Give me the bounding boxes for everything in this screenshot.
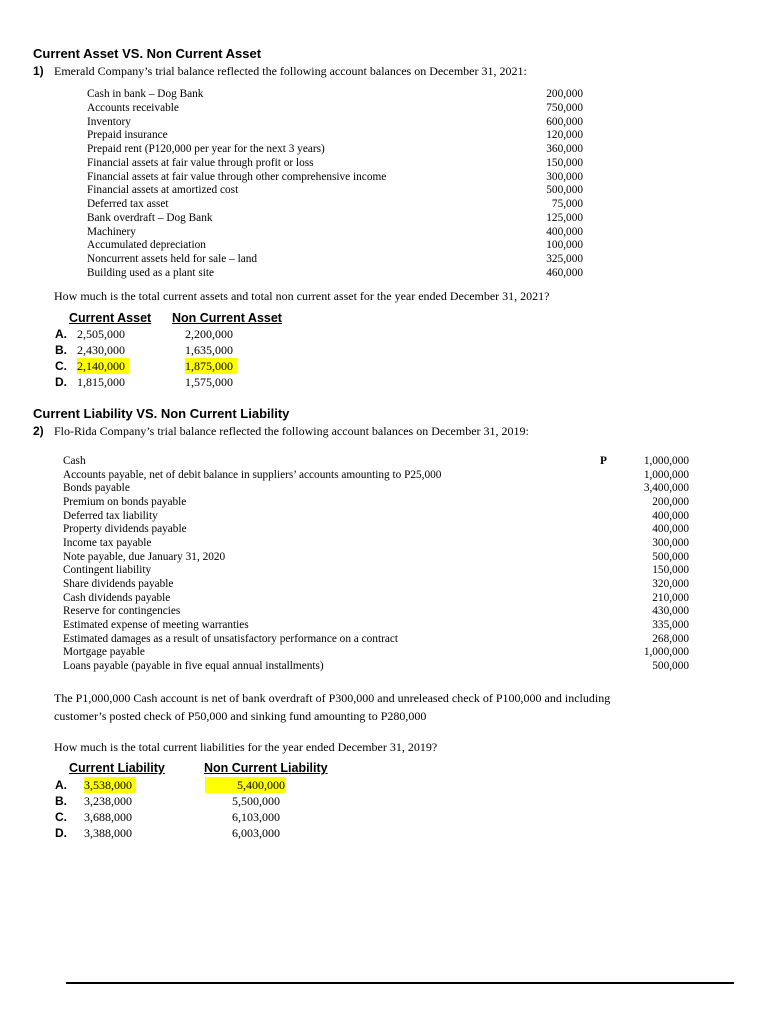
account-row <box>87 88 583 102</box>
section1-account-list <box>87 88 583 281</box>
question1-choices <box>55 326 237 390</box>
account-name: Bonds payable <box>63 482 130 495</box>
account-row <box>87 157 583 171</box>
account-row <box>63 619 689 633</box>
account-row <box>63 605 689 619</box>
account-row <box>87 239 583 253</box>
account-amount: 210,000 <box>652 591 689 604</box>
account-name: Deferred tax asset <box>87 198 169 210</box>
account-row <box>87 116 583 130</box>
account-amount: 1,000,000 <box>643 646 689 659</box>
section2-account-list <box>63 455 689 674</box>
account-name: Mortgage payable <box>63 646 145 659</box>
section2-heading: Current Liability VS. Non Current Liability <box>33 406 290 421</box>
choice-a[interactable] <box>55 326 237 342</box>
account-name: Share dividends payable <box>63 577 174 590</box>
question2-note-line1: The P1,000,000 Cash account is net of bank overdraft of P300,000 and unreleased check of P100,000 and including <box>54 691 611 705</box>
account-amount: 3,400,000 <box>643 482 689 495</box>
question2-note-line2: customer’s posted check of P50,000 and sinking fund amounting to P280,000 <box>54 709 427 723</box>
account-row <box>63 592 689 606</box>
account-amount: 100,000 <box>546 239 583 252</box>
account-name: Prepaid insurance <box>87 129 168 142</box>
choice-d[interactable] <box>55 825 286 841</box>
account-amount: 500,000 <box>652 659 689 672</box>
account-name: Cash dividends payable <box>63 591 171 604</box>
account-name: Building used as a plant site <box>87 266 215 279</box>
account-name: Bank overdraft – Dog Bank <box>87 211 213 224</box>
account-row <box>87 226 583 240</box>
account-amount: 1,000,000 <box>643 468 689 481</box>
account-name: Accumulated depreciation <box>87 239 206 252</box>
account-amount: 500,000 <box>652 550 689 563</box>
account-name: Financial assets at amortized cost <box>87 184 239 197</box>
choice-d[interactable] <box>55 374 237 390</box>
question1-number: 1) <box>33 64 44 78</box>
account-row <box>63 469 689 483</box>
choice-current-value: 1,815,000 <box>77 375 125 389</box>
account-amount: 400,000 <box>652 509 689 522</box>
account-amount: 268,000 <box>652 632 689 645</box>
account-amount: 750,000 <box>546 101 583 114</box>
highlighted-current-value: 2,140,000 <box>77 358 129 374</box>
account-amount: 200,000 <box>546 88 583 100</box>
account-amount: 335,000 <box>652 618 689 631</box>
account-row <box>87 171 583 185</box>
account-amount: 430,000 <box>652 605 689 618</box>
account-row <box>63 482 689 496</box>
account-row <box>63 523 689 537</box>
column-header-noncurrent-asset: Non Current Asset <box>172 311 282 325</box>
account-amount: 300,000 <box>652 536 689 549</box>
choice-noncurrent-value: 1,575,000 <box>185 375 233 389</box>
account-row <box>87 212 583 226</box>
account-row <box>63 633 689 647</box>
account-row <box>63 646 689 660</box>
account-name: Loans payable (payable in five equal annual installments) <box>63 659 324 672</box>
choice-b[interactable] <box>55 342 237 358</box>
account-amount: 460,000 <box>546 266 583 279</box>
choice-noncurrent-value: 5,500,000 <box>232 794 280 808</box>
account-name: Accounts payable, net of debit balance in suppliers’ accounts amounting to P25,000 <box>63 468 442 481</box>
account-amount: 200,000 <box>652 495 689 508</box>
choice-letter: D. <box>55 826 67 840</box>
account-name: Prepaid rent (P120,000 per year for the next 3 years) <box>87 143 325 155</box>
account-name: Reserve for contingencies <box>63 605 181 618</box>
choice-current-value: 2,430,000 <box>77 343 125 357</box>
account-amount: 500,000 <box>546 184 583 197</box>
account-row <box>63 510 689 524</box>
account-amount: 75,000 <box>551 198 583 210</box>
account-row <box>63 564 689 578</box>
account-name: Cash in bank – Dog Bank <box>87 88 204 100</box>
account-row <box>63 537 689 551</box>
column-header-current-liability: Current Liability <box>69 761 165 775</box>
account-row <box>87 143 583 157</box>
bottom-divider <box>66 982 734 984</box>
choice-noncurrent-value: 6,003,000 <box>232 826 280 840</box>
account-amount: 150,000 <box>652 564 689 577</box>
account-amount: 320,000 <box>652 577 689 590</box>
account-amount: 400,000 <box>652 523 689 536</box>
account-name: Financial assets at fair value through other comprehensive income <box>87 170 387 183</box>
choice-noncurrent-value: 1,635,000 <box>185 343 233 357</box>
account-row <box>87 198 583 212</box>
question1-prompt: How much is the total current assets and total non current asset for the year ended December 31, 2021? <box>54 289 550 303</box>
account-name: Noncurrent assets held for sale – land <box>87 253 258 265</box>
account-row <box>87 267 583 281</box>
account-name: Estimated expense of meeting warranties <box>63 618 249 631</box>
account-amount: 150,000 <box>546 156 583 169</box>
question2-choices <box>55 777 286 841</box>
column-header-noncurrent-liability: Non Current Liability <box>204 761 328 775</box>
account-row <box>87 253 583 267</box>
choice-letter: A. <box>55 327 67 341</box>
column-header-current-asset: Current Asset <box>69 311 152 325</box>
account-row <box>87 184 583 198</box>
account-row <box>63 660 689 674</box>
account-name: Income tax payable <box>63 536 152 549</box>
highlighted-noncurrent-value: 5,400,000 <box>205 777 286 793</box>
choice-c[interactable] <box>55 809 286 825</box>
question2-intro: Flo-Rida Company’s trial balance reflected the following account balances on December 31, 2019: <box>54 424 529 438</box>
account-amount: 600,000 <box>546 115 583 128</box>
account-row <box>63 551 689 565</box>
choice-current-value: 2,505,000 <box>77 327 125 341</box>
account-amount: 325,000 <box>546 253 583 265</box>
account-row <box>63 496 689 510</box>
choice-a[interactable] <box>55 777 286 793</box>
choice-letter: B. <box>55 794 67 808</box>
question2-number: 2) <box>33 424 44 438</box>
highlighted-current-value: 3,538,000 <box>84 777 136 793</box>
account-amount: 400,000 <box>546 225 583 238</box>
choice-noncurrent-value: 6,103,000 <box>232 810 280 824</box>
question1-intro: Emerald Company’s trial balance reflected the following account balances on December 31, 2021: <box>54 64 527 78</box>
choice-c[interactable] <box>55 358 237 374</box>
currency-symbol: P <box>600 455 607 467</box>
highlighted-noncurrent-value: 1,875,000 <box>185 358 237 374</box>
choice-current-value: 3,238,000 <box>84 794 132 808</box>
account-name: Premium on bonds payable <box>63 495 187 508</box>
account-row <box>87 129 583 143</box>
choice-current-value: 3,388,000 <box>84 826 132 840</box>
account-amount: 360,000 <box>546 143 583 155</box>
choice-letter: A. <box>55 778 67 792</box>
choice-letter: D. <box>55 375 67 389</box>
account-name: Machinery <box>87 225 136 238</box>
account-amount: 120,000 <box>546 129 583 142</box>
account-amount: 125,000 <box>546 211 583 224</box>
account-name: Cash <box>63 455 86 467</box>
account-name: Contingent liability <box>63 564 152 577</box>
choice-letter: B. <box>55 343 67 357</box>
account-row <box>63 578 689 592</box>
choice-b[interactable] <box>55 793 286 809</box>
section1-heading: Current Asset VS. Non Current Asset <box>33 46 262 61</box>
account-name: Deferred tax liability <box>63 509 158 522</box>
choice-letter: C. <box>55 810 67 824</box>
choice-letter: C. <box>55 359 67 373</box>
question2-prompt: How much is the total current liabilities for the year ended December 31, 2019? <box>54 740 438 754</box>
account-name: Financial assets at fair value through profit or loss <box>87 156 314 169</box>
account-name: Note payable, due January 31, 2020 <box>63 550 226 563</box>
choice-noncurrent-value: 2,200,000 <box>185 327 233 341</box>
account-name: Estimated damages as a result of unsatisfactory performance on a contract <box>63 632 399 645</box>
account-amount: 1,000,000 <box>643 455 689 467</box>
choice-current-value: 3,688,000 <box>84 810 132 824</box>
account-name: Accounts receivable <box>87 101 179 114</box>
account-row <box>63 455 689 469</box>
account-amount: 300,000 <box>546 170 583 183</box>
account-row <box>87 102 583 116</box>
account-name: Inventory <box>87 115 131 128</box>
account-name: Property dividends payable <box>63 523 187 536</box>
